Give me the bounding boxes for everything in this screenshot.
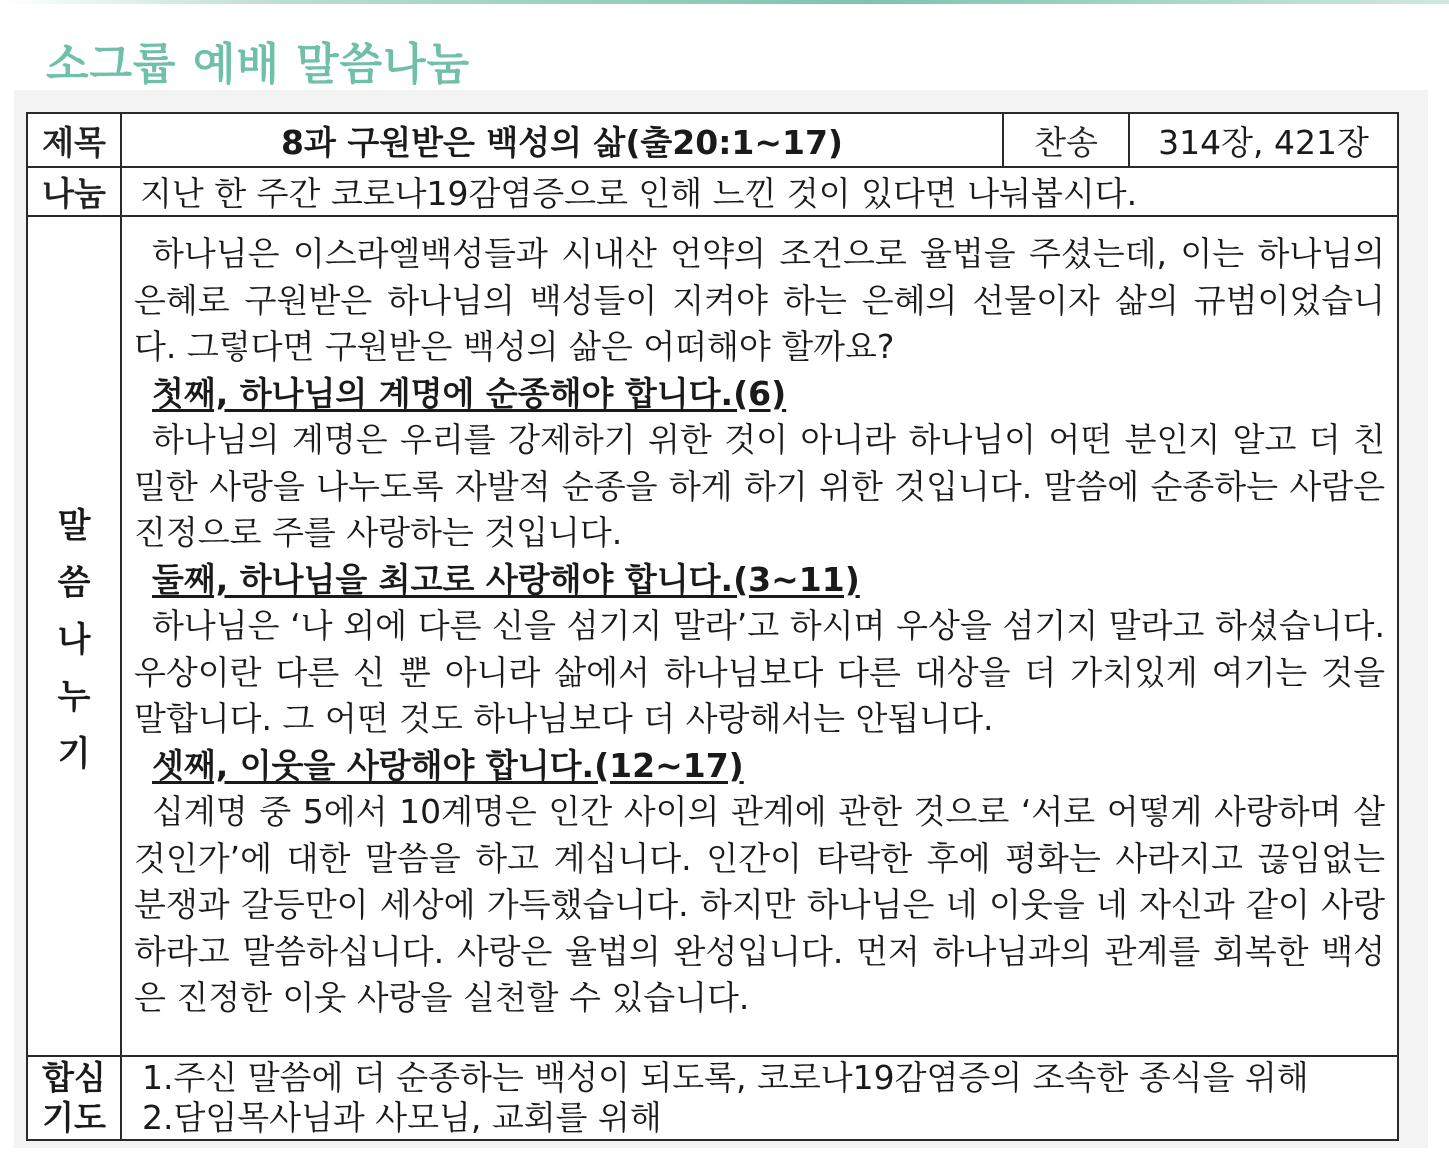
label-char: 기 [57, 733, 91, 774]
prayer-item: 1.주신 말씀에 더 순종하는 백성이 되도록, 코로나19감염증의 조속한 종식을 위해 [142, 1058, 1309, 1097]
title-label: 제목 [27, 113, 121, 167]
title-row [27, 113, 1398, 167]
label-char: 나 [57, 619, 91, 660]
point-heading: 둘째, 하나님을 최고로 사랑해야 합니다.(3~11) [152, 559, 860, 599]
share-question: 지난 한 주간 코로나19감염증으로 인해 느낀 것이 있다면 나눠봅시다. [121, 167, 1398, 216]
prayer-item: 2.담임목사님과 사모님, 교회를 위해 [142, 1098, 662, 1137]
sermon-body [121, 216, 1398, 1056]
prayer-label-line: 기도 [42, 1098, 106, 1137]
word-sharing-label [28, 498, 120, 775]
top-accent-rule [0, 0, 1449, 4]
prayer-items [121, 1056, 1398, 1140]
share-row [27, 167, 1398, 216]
word-sharing-row [27, 216, 1398, 1056]
point-heading: 첫째, 하나님의 계명에 순종해야 합니다.(6) [152, 373, 787, 413]
hymn-label: 찬송 [1003, 113, 1129, 167]
label-char: 씀 [57, 562, 91, 603]
point-heading: 셋째, 이웃을 사랑해야 합니다.(12~17) [152, 745, 744, 785]
share-label: 나눔 [27, 167, 121, 216]
worship-sheet-table [26, 112, 1399, 1141]
page-title: 소그룹 예배 말씀나눔 [46, 39, 471, 90]
prayer-label [28, 1058, 120, 1138]
label-char: 누 [57, 676, 91, 717]
hymn-numbers: 314장, 421장 [1129, 113, 1398, 167]
point-body: 십계명 중 5에서 10계명은 인간 사이의 관계에 관한 것으로 ‘서로 어떻게 사랑하며 살 것인가’에 대한 말씀을 하고 계십니다. 인간이 타락한 후에 평화는 사라지고 끊임없는 분쟁과 갈등만이 세상에 가득했습니다. 하지만 하나님은 네 이웃을 네 자신과 같이 사랑하라고 말씀하십니다. 사랑은 율법의 완성입니다. 먼저 하나님과의 관계를 회복한 백성은 진정한 이웃 사랑을 실천할 수 있습니다. [134, 792, 1385, 1017]
prayer-row [27, 1056, 1398, 1140]
prayer-label-cell [27, 1056, 121, 1140]
point-body: 하나님은 ‘나 외에 다른 신을 섬기지 말라’고 하시며 우상을 섬기지 말라고 하셨습니다. 우상이란 다른 신 뿐 아니라 삶에서 하나님보다 다른 대상을 더 가치있게 여기는 것을 말합니다. 그 어떤 것도 하나님보다 더 사랑해서는 안됩니다. [134, 606, 1385, 738]
word-sharing-label-cell [27, 216, 121, 1056]
intro-paragraph: 하나님은 이스라엘백성들과 시내산 언약의 조건으로 율법을 주셨는데, 이는 하나님의 은혜로 구원받은 하나님의 백성들이 지켜야 하는 은혜의 선물이자 삶의 규범이었습니다. 그렇다면 구원받은 백성의 삶은 어떠해야 할까요? [134, 234, 1385, 366]
label-char: 말 [57, 505, 91, 546]
prayer-label-line: 합심 [42, 1058, 106, 1097]
point-body: 하나님의 계명은 우리를 강제하기 위한 것이 아니라 하나님이 어떤 분인지 알고 더 친밀한 사랑을 나누도록 자발적 순종을 하게 하기 위한 것입니다. 말씀에 순종하는 사람은 진정으로 주를 사랑하는 것입니다. [134, 420, 1385, 552]
lesson-title: 8과 구원받은 백성의 삶(출20:1~17) [121, 113, 1003, 167]
